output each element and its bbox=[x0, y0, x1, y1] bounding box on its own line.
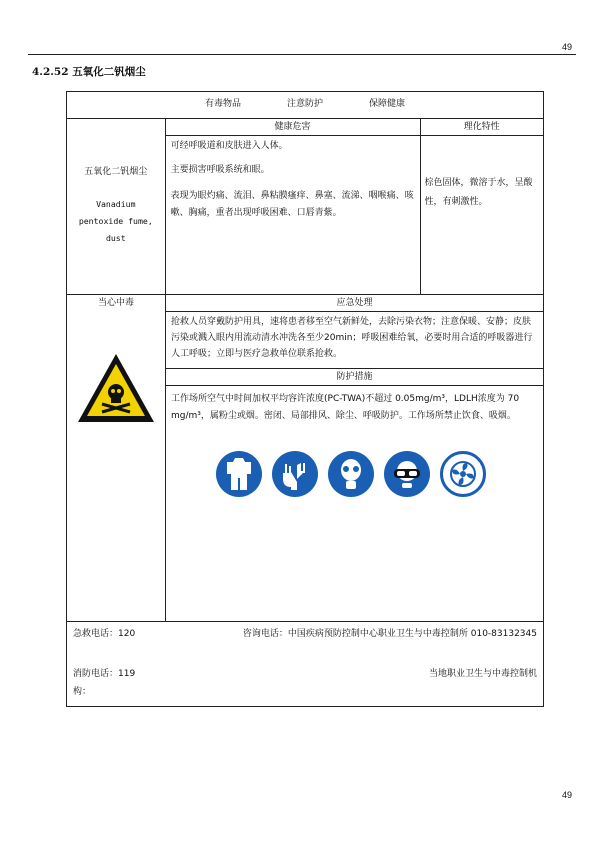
consult-phone: 咨询电话：中国疾病预防控制中心职业卫生与中毒控制所 010-83132345 bbox=[242, 629, 537, 639]
emergency-heading: 应急处理 bbox=[166, 295, 543, 312]
name-en-line: Vanadium bbox=[96, 198, 136, 209]
section-title: 4.2.52 五氧化二钒烟尘 bbox=[32, 66, 146, 78]
hazard-paragraph: 可经呼吸道和皮肤进入人体。 bbox=[170, 141, 288, 151]
header-rule bbox=[28, 54, 576, 55]
hazard-paragraph: 主要损害呼吸系统和眼。 bbox=[170, 164, 270, 175]
health-hazard-content bbox=[166, 136, 420, 226]
page-number-top: 49 bbox=[561, 42, 572, 52]
ventilation-icon bbox=[440, 451, 486, 497]
toxic-warning-icon bbox=[76, 352, 156, 430]
ppe-icons bbox=[166, 431, 543, 517]
header-protect: 注意防护 bbox=[286, 99, 323, 110]
header-toxic: 有毒物品 bbox=[204, 99, 241, 110]
warning-label: 当心中毒 bbox=[97, 298, 134, 308]
properties-heading: 理化特性 bbox=[421, 119, 543, 136]
substance-name-cn: 五氧化二钒烟尘 bbox=[84, 166, 148, 177]
substance-row bbox=[67, 119, 543, 295]
emergency-text: 抢救人员穿戴防护用具，速将患者移至空气新鲜处，去除污染衣物；注意保暖、安静；皮肤污染或溅入眼内用流动清水冲洗各至少20min；呼吸困难给氧，必要时用合适的呼吸器进行人工呼吸；立即与医疗急救单位联系抢救。 bbox=[166, 312, 543, 369]
warning-cell bbox=[67, 295, 166, 621]
properties-text: 棕色固体，微溶于水，呈酸性，有刺激性。 bbox=[424, 178, 533, 207]
contacts-line bbox=[73, 628, 537, 642]
protection-text: 工作场所空气中时间加权平均容许浓度(PC-TWA)不超过 0.05mg/m³，LDLH浓度为 70 mg/m³，属粉尘或烟。密闭、局部排风、除尘、呼吸防护。工作场所禁止饮食、吸烟。 bbox=[171, 394, 520, 421]
hazard-paragraph: 表现为眼灼痛、流泪、鼻粘膜瘙痒、鼻塞、流涕、咽喉痛、咳嗽、胸痛，重者出现呼吸困难、口唇青紫。 bbox=[170, 190, 414, 218]
health-hazard-cell bbox=[166, 119, 421, 294]
local-org: 当地职业卫生与中毒控制机 bbox=[428, 668, 537, 679]
page-number-bottom: 49 bbox=[561, 790, 572, 800]
local-org-cont: 构： bbox=[73, 686, 92, 697]
hazard-table bbox=[66, 91, 544, 707]
fire-phone: 消防电话：119 bbox=[73, 668, 136, 679]
table-header-row bbox=[67, 92, 543, 119]
response-cell bbox=[166, 295, 543, 621]
contacts-row bbox=[67, 622, 543, 706]
gas-mask-icon bbox=[328, 451, 374, 497]
name-en-line: dust bbox=[105, 233, 126, 244]
protection-heading: 防护措施 bbox=[166, 369, 543, 386]
emergency-phone: 急救电话：120 bbox=[73, 629, 136, 639]
substance-name-cell bbox=[67, 119, 166, 294]
contacts-line bbox=[73, 668, 537, 682]
name-en-line: pentoxide fume, bbox=[78, 215, 153, 226]
properties-cell bbox=[421, 119, 543, 294]
health-hazard-heading: 健康危害 bbox=[166, 119, 420, 136]
protective-suit-icon bbox=[216, 451, 262, 497]
emergency-row bbox=[67, 295, 543, 622]
safety-goggles-icon bbox=[384, 451, 430, 497]
header-health: 保障健康 bbox=[369, 99, 406, 110]
protective-gloves-icon bbox=[272, 451, 318, 497]
substance-name-en bbox=[79, 196, 153, 248]
